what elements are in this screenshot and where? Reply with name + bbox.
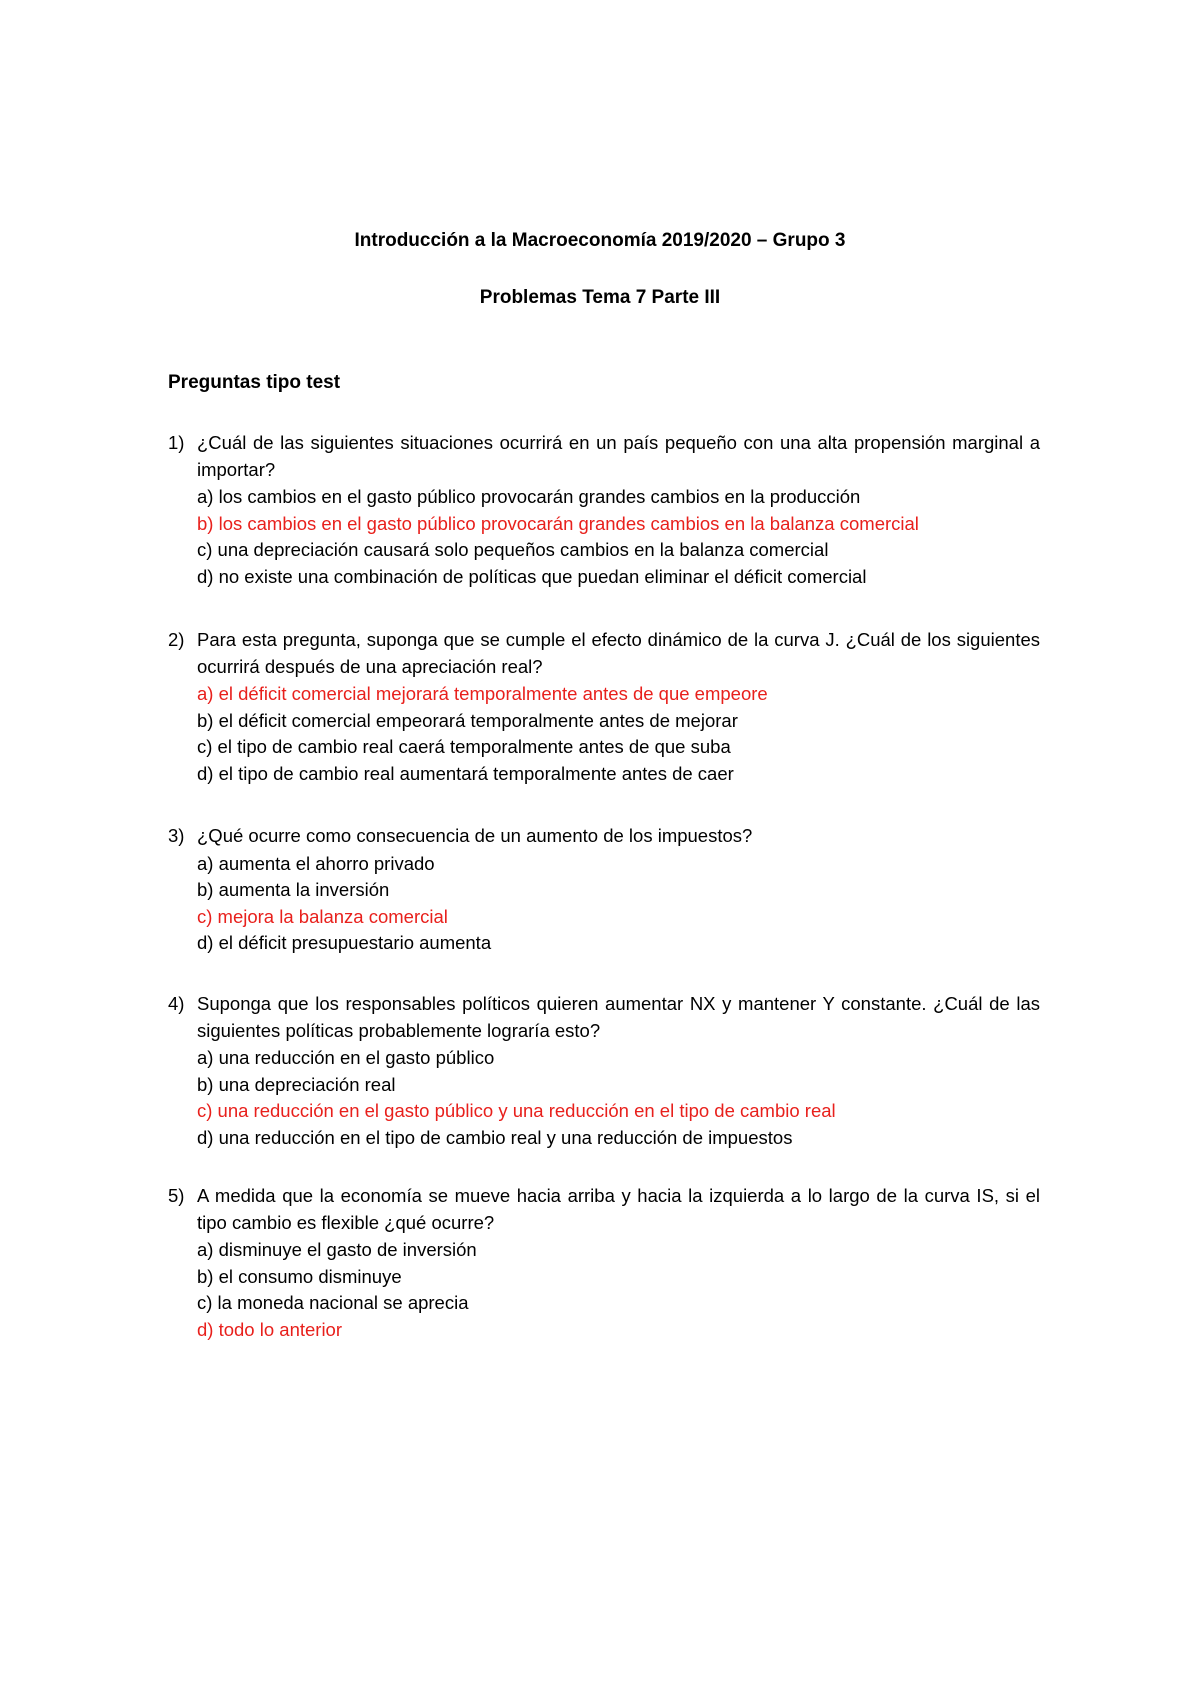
answer-option-b: b) los cambios en el gasto público provocarán grandes cambios en la balanza comercial (197, 512, 919, 534)
question-text: ¿Qué ocurre como consecuencia de un aumento de los impuestos? (197, 825, 753, 846)
question-stem (168, 823, 1040, 850)
answer-option-c: c) una depreciación causará solo pequeños cambios en la balanza comercial (197, 539, 829, 560)
question-5 (168, 1183, 1040, 1343)
answer-option-d: d) no existe una combinación de políticas que puedan eliminar el déficit comercial (197, 565, 867, 587)
section-heading: Preguntas tipo test (168, 372, 341, 393)
answer-option-b: b) aumenta la inversión (197, 879, 390, 900)
question-text: A medida que la economía se mueve hacia arriba y hacia la izquierda a lo largo de la curva IS, si el tipo cambio es flexible ¿qué ocurre? (197, 1185, 1040, 1233)
answer-option-a: a) aumenta el ahorro privado (197, 852, 435, 874)
answer-options (168, 851, 1040, 957)
answer-option-b: b) el consumo disminuye (197, 1265, 402, 1287)
answer-option-c: c) una reducción en el gasto público y una reducción en el tipo de cambio real (197, 1100, 836, 1121)
answer-option-d: d) una reducción en el tipo de cambio real y una reducción de impuestos (197, 1126, 793, 1148)
question-number: 2) (168, 629, 185, 650)
answer-option-b: b) el déficit comercial empeorará temporalmente antes de mejorar (197, 709, 738, 731)
question-text: ¿Cuál de las siguientes situaciones ocurrirá en un país pequeño con una alta propensión marginal a importar? (197, 432, 1040, 480)
answer-option-a: a) disminuye el gasto de inversión (197, 1239, 477, 1260)
answer-options (168, 484, 1040, 590)
question-text: Para esta pregunta, suponga que se cumple el efecto dinámico de la curva J. ¿Cuál de los siguientes ocurrirá después de una apreciación real? (197, 629, 1040, 677)
question-3 (168, 823, 1040, 957)
question-4 (168, 991, 1040, 1151)
answer-option-d: d) el tipo de cambio real aumentará temporalmente antes de caer (197, 762, 734, 784)
question-number: 4) (168, 993, 185, 1014)
answer-option-a: a) el déficit comercial mejorará temporalmente antes de que empeore (197, 683, 768, 704)
answer-option-c: c) mejora la balanza comercial (197, 905, 448, 927)
document-title: Introducción a la Macroeconomía 2019/2020 – Grupo 3 (354, 230, 846, 251)
answer-option-c: c) el tipo de cambio real caerá temporalmente antes de que suba (197, 736, 731, 757)
question-stem (168, 627, 1040, 680)
answer-options (168, 1045, 1040, 1151)
question-stem (168, 1183, 1040, 1236)
question-1 (168, 430, 1040, 590)
answer-option-c: c) la moneda nacional se aprecia (197, 1292, 469, 1313)
question-text: Suponga que los responsables políticos quieren aumentar NX y mantener Y constante. ¿Cuál de las siguientes políticas probablemente lograría esto? (197, 993, 1040, 1041)
answer-options (168, 681, 1040, 787)
answer-options (168, 1237, 1040, 1343)
answer-option-a: a) los cambios en el gasto público provocarán grandes cambios en la producción (197, 486, 861, 507)
question-stem (168, 430, 1040, 483)
answer-option-b: b) una depreciación real (197, 1073, 396, 1095)
question-stem (168, 991, 1040, 1044)
answer-option-d: d) el déficit presupuestario aumenta (197, 932, 492, 953)
question-number: 3) (168, 825, 185, 846)
question-number: 1) (168, 432, 185, 453)
question-2 (168, 627, 1040, 787)
answer-option-a: a) una reducción en el gasto público (197, 1047, 495, 1068)
answer-option-d: d) todo lo anterior (197, 1318, 343, 1340)
document-subtitle: Problemas Tema 7 Parte III (479, 287, 721, 308)
question-number: 5) (168, 1185, 185, 1206)
